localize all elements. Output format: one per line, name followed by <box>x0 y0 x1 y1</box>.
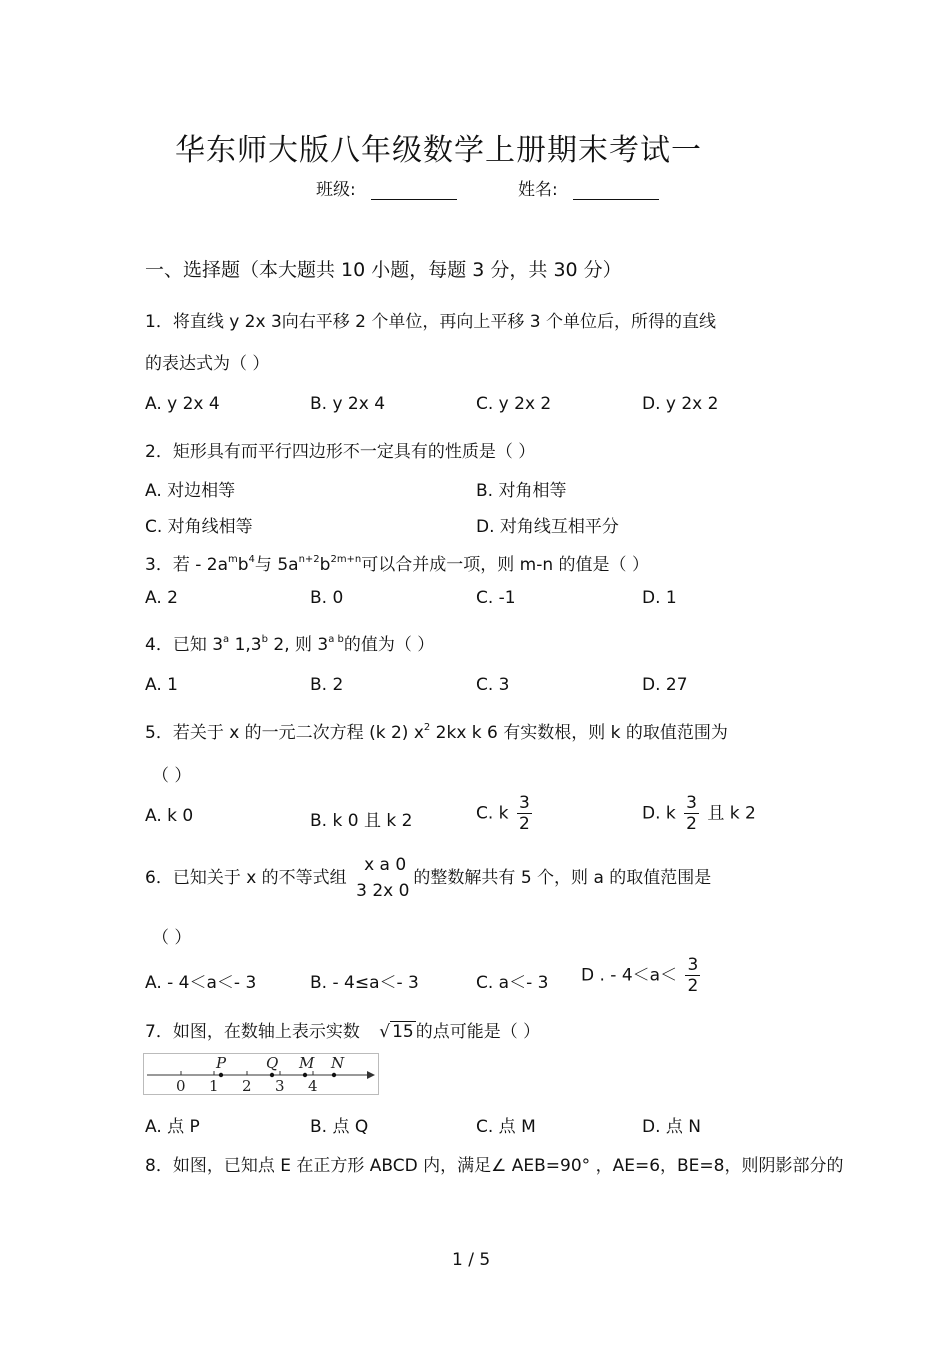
question-4-stem <box>145 630 434 655</box>
q5-option-d-text: D. k <box>642 803 676 824</box>
section-heading: 一、选择题（本大题共 10 小题，每题 3 分，共 30 分） <box>145 259 622 281</box>
q4-option-b: B. 2 <box>310 675 344 695</box>
tick-label: 3 <box>275 1077 285 1095</box>
question-1-stem: 1．将直线 y 2x 3向右平移 2 个单位，再向上平移 3 个单位后，所得的直线 <box>145 312 717 332</box>
question-2-stem: 2．矩形具有而平行四边形不一定具有的性质是（ ） <box>145 442 536 462</box>
point-p-dot <box>219 1073 223 1077</box>
fraction-numerator: 3 <box>687 955 699 975</box>
q3-exp-2mn: 2m+n <box>330 554 362 565</box>
name-blank[interactable] <box>573 181 659 200</box>
q5-exp-2: 2 <box>423 722 431 733</box>
question-1-stem-cont: 的表达式为（ ） <box>145 354 270 374</box>
q4-option-d: D. 27 <box>642 675 688 695</box>
q5-option-b: B. k 0 且 k 2 <box>310 811 413 831</box>
q4-text-1: 4．已知 3 <box>145 635 224 655</box>
question-6-stem <box>145 852 711 904</box>
question-3-stem <box>145 550 649 575</box>
q5-option-a: A. k 0 <box>145 806 194 826</box>
q7-option-c: C. 点 M <box>476 1117 536 1137</box>
class-label: 班级: <box>316 180 356 200</box>
q7-text-2: 的点可能是（ ） <box>415 1022 541 1042</box>
q3-text-4: b <box>319 555 331 575</box>
q4-exp-a: a <box>223 634 230 645</box>
q2-option-b: B. 对角相等 <box>476 481 567 501</box>
q6-option-d-text: D . - 4＜a＜ <box>581 965 678 986</box>
q3-option-d: D. 1 <box>642 588 677 608</box>
fraction-denominator: 2 <box>518 814 530 834</box>
q5-option-d-fraction <box>684 793 699 834</box>
point-q-label: Q <box>266 1054 279 1072</box>
fraction-denominator: 2 <box>686 814 697 834</box>
point-q-dot <box>270 1073 274 1077</box>
q3-text-5: 可以合并成一项，则 m-n 的值是（ ） <box>361 555 649 575</box>
point-n-label: N <box>331 1054 345 1072</box>
q6-option-b: B. - 4≤a＜- 3 <box>310 973 419 993</box>
page-title: 华东师大版八年级数学上册期末考试一 <box>175 133 702 168</box>
q4-text-4: 的值为（ ） <box>343 635 435 655</box>
inequality-2: 3 2x 0 <box>356 881 410 901</box>
q7-option-a: A. 点 P <box>145 1117 200 1137</box>
q7-option-b: B. 点 Q <box>310 1117 369 1137</box>
q5-text-1: 5．若关于 x 的一元二次方程 (k 2) x <box>145 723 424 743</box>
q1-option-d: D. y 2x 2 <box>642 394 719 414</box>
q3-text-1: 3．若 - 2a <box>145 555 228 575</box>
q6-option-d-fraction <box>685 955 700 996</box>
q5-option-c-text: C. k <box>476 803 509 824</box>
q2-option-c: C. 对角线相等 <box>145 517 253 537</box>
arrow-icon <box>367 1071 375 1079</box>
q2-option-a: A. 对边相等 <box>145 481 236 501</box>
fraction-numerator: 3 <box>686 793 697 813</box>
tick-label: 0 <box>176 1077 186 1095</box>
inequality-system <box>356 852 409 904</box>
q3-option-c: C. -1 <box>476 588 516 608</box>
q5-option-c-fraction <box>517 793 532 834</box>
question-5-stem <box>145 718 728 743</box>
question-6-stem-cont: （ ） <box>152 928 192 948</box>
q5-option-d <box>642 793 756 834</box>
q4-option-c: C. 3 <box>476 675 510 695</box>
q5-text-2: 2kx k 6 有实数根，则 k 的取值范围为 <box>430 723 728 743</box>
point-m-label: M <box>299 1054 315 1072</box>
q3-exp-m: m <box>228 554 238 565</box>
q3-exp-n2: n+2 <box>298 554 320 565</box>
q2-option-d: D. 对角线互相平分 <box>476 517 619 537</box>
inequality-1: x a 0 <box>364 855 407 875</box>
q6-option-d <box>581 955 703 996</box>
q4-option-a: A. 1 <box>145 675 178 695</box>
question-7-stem <box>145 1017 540 1042</box>
class-field <box>316 175 457 200</box>
q1-option-c: C. y 2x 2 <box>476 394 552 414</box>
tick-label: 2 <box>242 1077 252 1095</box>
q4-text-3: 2, 则 3 <box>268 635 329 655</box>
q4-text-2: 1,3 <box>229 635 262 655</box>
number-line-figure <box>143 1053 379 1095</box>
radicand: 15 <box>392 1022 414 1042</box>
q3-text-2: b <box>237 555 249 575</box>
point-m-dot <box>303 1073 307 1077</box>
question-8-stem: 8．如图，已知点 E 在正方形 ABCD 内，满足∠ AEB=90° ，AE=6，BE=8，则阴影部分的 <box>145 1156 844 1176</box>
fraction-numerator: 3 <box>518 793 530 813</box>
page-number: 1 / 5 <box>452 1250 491 1270</box>
q5-option-c <box>476 793 535 834</box>
q6-option-c: C. a＜- 3 <box>476 973 549 993</box>
q1-option-b: B. y 2x 4 <box>310 394 386 414</box>
q3-exp-4: 4 <box>248 554 255 565</box>
point-p-label: P <box>216 1054 227 1072</box>
q1-option-a: A. y 2x 4 <box>145 394 220 414</box>
q5-option-d-text-2: 且 k 2 <box>707 803 756 824</box>
q3-option-a: A. 2 <box>145 588 178 608</box>
name-field <box>518 175 659 200</box>
class-blank[interactable] <box>371 181 457 200</box>
tick-label: 4 <box>308 1077 318 1095</box>
q6-option-a: A. - 4＜a＜- 3 <box>145 973 257 993</box>
q4-exp-b: b <box>261 634 268 645</box>
q7-text-1: 7．如图，在数轴上表示实数 <box>145 1022 360 1042</box>
q3-option-b: B. 0 <box>310 588 344 608</box>
q7-option-d: D. 点 N <box>642 1117 702 1137</box>
q3-text-3: 与 5a <box>254 555 299 575</box>
q6-text-1: 6．已知关于 x 的不等式组 <box>145 868 347 888</box>
name-label: 姓名: <box>518 180 558 200</box>
point-n-dot <box>332 1073 336 1077</box>
q4-exp-ab: a b <box>328 634 344 645</box>
fraction-denominator: 2 <box>687 976 699 996</box>
question-5-stem-cont: （ ） <box>152 766 192 786</box>
square-root: √ 15 <box>379 1022 414 1042</box>
tick-label: 1 <box>209 1077 219 1095</box>
q6-text-2: 的整数解共有 5 个，则 a 的取值范围是 <box>413 868 712 888</box>
